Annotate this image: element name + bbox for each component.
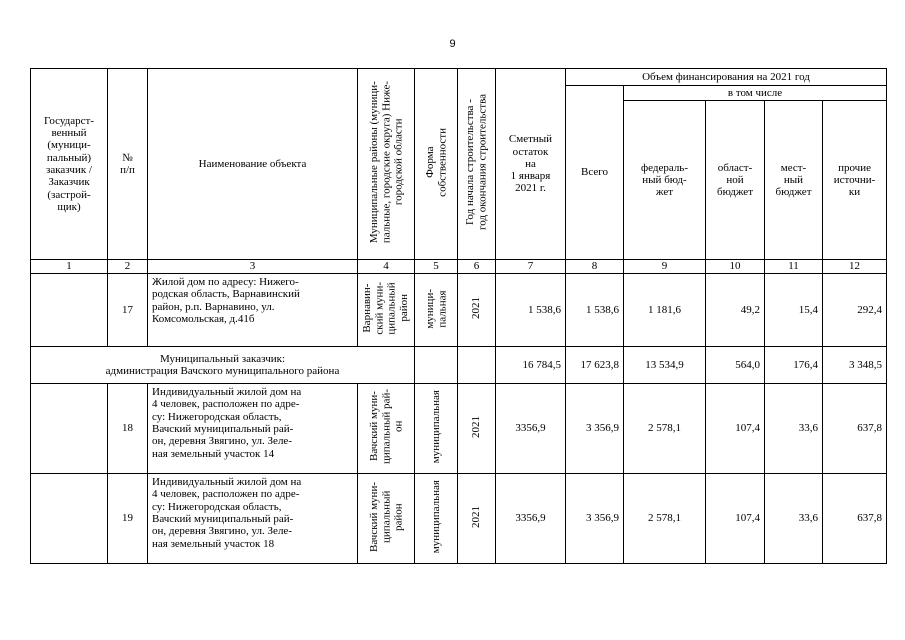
local-value: 33,6	[765, 384, 823, 474]
column-number: 4	[358, 260, 415, 274]
total-value: 1 538,6	[566, 274, 624, 347]
other-value: 637,8	[823, 474, 887, 564]
header-including-group: в том числе	[624, 86, 887, 101]
column-number: 6	[458, 260, 496, 274]
header-district: Муниципальные районы (муници- пальные, городские округа) Ниже- городской области	[367, 81, 405, 244]
column-number: 11	[765, 260, 823, 274]
row-number: 19	[108, 474, 148, 564]
district: Варнавин- ский муни- ципальный район	[361, 282, 411, 335]
total-value: 3 356,9	[566, 384, 624, 474]
subtotal-regional: 564,0	[706, 347, 765, 384]
header-ownership: Форма собственности	[423, 127, 448, 197]
subtotal-row	[31, 347, 887, 384]
header-regional: област- ной бюджет	[706, 101, 765, 260]
empty-cell	[458, 347, 496, 384]
column-number: 5	[415, 260, 458, 274]
subtotal-other: 3 348,5	[823, 347, 887, 384]
total-value: 3 356,9	[566, 474, 624, 564]
object-name: Индивидуальный жилой дом на 4 человек, расположен по адре- су: Нижегородская область, Вачский муниципальный рай- он, деревня Звягино, ул. Зеле- ная земельный участок 14	[148, 384, 358, 474]
column-number: 12	[823, 260, 887, 274]
customer-cell	[31, 384, 108, 474]
table-row	[31, 274, 887, 347]
years-cell	[458, 384, 496, 474]
row-number: 17	[108, 274, 148, 347]
object-name: Жилой дом по адресу: Нижего- родская область, Варнавинский район, р.п. Варнавино, ул. Комсомольская, д.41б	[148, 274, 358, 347]
years: 2021	[470, 297, 483, 320]
header-other: прочие источни- ки	[823, 101, 887, 260]
table-row	[31, 384, 887, 474]
federal-value: 1 181,6	[624, 274, 706, 347]
local-value: 33,6	[765, 474, 823, 564]
customer-cell	[31, 274, 108, 347]
federal-value: 2 578,1	[624, 384, 706, 474]
ownership: муниципальная	[429, 480, 442, 554]
header-object-name: Наименование объекта	[148, 69, 358, 260]
header-total: Всего	[566, 86, 624, 260]
federal-value: 2 578,1	[624, 474, 706, 564]
local-value: 15,4	[765, 274, 823, 347]
subtotal-estimate: 16 784,5	[496, 347, 566, 384]
estimate-value: 3356,9	[496, 474, 566, 564]
row-number: 18	[108, 384, 148, 474]
regional-value: 49,2	[706, 274, 765, 347]
other-value: 637,8	[823, 384, 887, 474]
column-number: 1	[31, 260, 108, 274]
header-local: мест- ный бюджет	[765, 101, 823, 260]
header-ownership-cell	[415, 69, 458, 260]
district: Вачский муни- ципальный рай- он	[367, 389, 405, 465]
subtotal-total: 17 623,8	[566, 347, 624, 384]
header-district-cell	[358, 69, 415, 260]
column-number: 7	[496, 260, 566, 274]
other-value: 292,4	[823, 274, 887, 347]
district-cell	[358, 274, 415, 347]
ownership-cell	[415, 384, 458, 474]
header-number: № п/п	[108, 69, 148, 260]
column-number: 8	[566, 260, 624, 274]
table-row	[31, 474, 887, 564]
years-cell	[458, 474, 496, 564]
regional-value: 107,4	[706, 474, 765, 564]
ownership-cell	[415, 474, 458, 564]
header-funding-group: Объем финансирования на 2021 год	[566, 69, 887, 86]
years: 2021	[470, 415, 483, 438]
district-cell	[358, 384, 415, 474]
header-estimate: Сметный остаток на 1 января 2021 г.	[496, 69, 566, 260]
object-name: Индивидуальный жилой дом на 4 человек, расположен по адре- су: Нижегородская область, Вачский муниципальный рай- он, деревня Звягино, ул. Зеле- ная земельный участок 18	[148, 474, 358, 564]
district: Вачский муни- ципальный район	[367, 481, 405, 552]
empty-cell	[415, 347, 458, 384]
header-customer: Государст- венный (муници- пальный) заказчик / Заказчик (застрой- щик)	[31, 69, 108, 260]
subtotal-federal: 13 534,9	[624, 347, 706, 384]
years-cell	[458, 274, 496, 347]
page-number: 9	[449, 38, 456, 50]
estimate-value: 3356,9	[496, 384, 566, 474]
years: 2021	[470, 505, 483, 528]
customer-cell	[31, 474, 108, 564]
header-years: Год начала строительства - год окончания строительства	[464, 94, 489, 231]
estimate-value: 1 538,6	[496, 274, 566, 347]
district-cell	[358, 474, 415, 564]
regional-value: 107,4	[706, 384, 765, 474]
column-number: 10	[706, 260, 765, 274]
header-years-cell	[458, 69, 496, 260]
ownership: муниципальная	[429, 390, 442, 464]
column-number-row	[31, 260, 887, 274]
subtotal-local: 176,4	[765, 347, 823, 384]
header-federal: федераль- ный бюд- жет	[624, 101, 706, 260]
column-number: 3	[148, 260, 358, 274]
ownership: муници- пальная	[423, 288, 448, 329]
ownership-cell	[415, 274, 458, 347]
column-number: 2	[108, 260, 148, 274]
column-number: 9	[624, 260, 706, 274]
financing-table	[30, 68, 887, 564]
subtotal-label: Муниципальный заказчик: администрация Вачского муниципального района	[31, 347, 415, 384]
